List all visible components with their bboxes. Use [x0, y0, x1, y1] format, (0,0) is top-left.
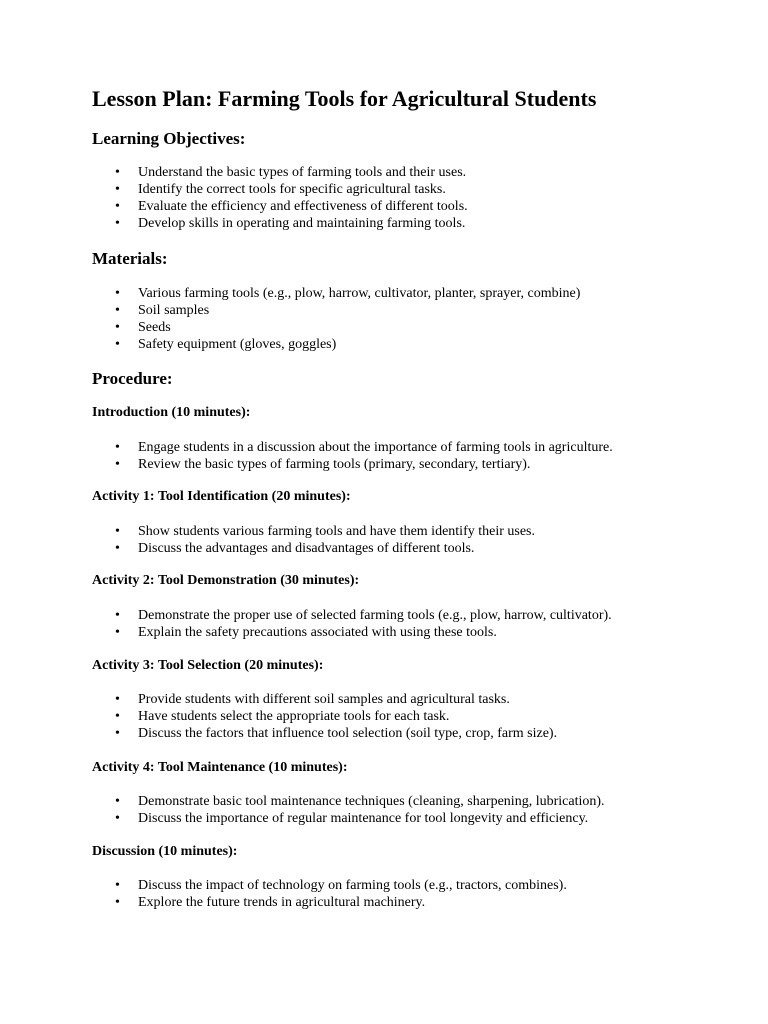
list-item	[92, 439, 732, 456]
activity-2-list	[92, 607, 732, 641]
activity-1-list	[92, 523, 732, 557]
list-item-text: Identify the correct tools for specific agricultural tasks.	[138, 182, 446, 197]
activity-3-heading: Activity 3: Tool Selection (20 minutes):	[92, 658, 324, 673]
page-title: Lesson Plan: Farming Tools for Agricultural Students	[92, 86, 597, 111]
introduction-heading-block	[92, 404, 732, 422]
list-item	[92, 215, 732, 232]
list-item-text: Develop skills in operating and maintaining farming tools.	[138, 216, 466, 231]
bullet-icon: •	[115, 320, 120, 335]
list-item-text: Discuss the impact of technology on farming tools (e.g., tractors, combines).	[138, 878, 567, 893]
bullet-icon: •	[115, 165, 120, 180]
list-item-text: Discuss the advantages and disadvantages of different tools.	[138, 541, 475, 556]
list-item	[92, 456, 732, 473]
list-item	[92, 793, 732, 810]
list-item-text: Soil samples	[138, 303, 210, 318]
list-item-text: Engage students in a discussion about the importance of farming tools in agriculture.	[138, 440, 613, 455]
bullet-icon: •	[115, 337, 120, 352]
list-item-text: Have students select the appropriate tools for each task.	[138, 709, 450, 724]
procedure-heading-block	[92, 368, 732, 390]
list-item-text: Show students various farming tools and have them identify their uses.	[138, 524, 535, 539]
list-item-text: Explore the future trends in agricultural machinery.	[138, 895, 426, 910]
introduction-heading: Introduction (10 minutes):	[92, 405, 251, 420]
list-item	[92, 198, 732, 215]
activity-1-heading: Activity 1: Tool Identification (20 minutes):	[92, 489, 351, 504]
list-item	[92, 708, 732, 725]
list-item	[92, 894, 732, 911]
discussion-list	[92, 877, 732, 911]
list-item-text: Demonstrate the proper use of selected farming tools (e.g., plow, harrow, cultivator).	[138, 608, 612, 623]
bullet-icon: •	[115, 811, 120, 826]
activity-3-list	[92, 691, 732, 742]
bullet-icon: •	[115, 303, 120, 318]
bullet-icon: •	[115, 709, 120, 724]
activity-4-heading: Activity 4: Tool Maintenance (10 minutes):	[92, 760, 348, 775]
list-item	[92, 181, 732, 198]
bullet-icon: •	[115, 878, 120, 893]
list-item	[92, 336, 732, 353]
bullet-icon: •	[115, 199, 120, 214]
bullet-icon: •	[115, 794, 120, 809]
list-item	[92, 523, 732, 540]
bullet-icon: •	[115, 286, 120, 301]
list-item-text: Review the basic types of farming tools (primary, secondary, tertiary).	[138, 457, 531, 472]
list-item-text: Understand the basic types of farming tools and their uses.	[138, 165, 467, 180]
discussion-heading: Discussion (10 minutes):	[92, 844, 238, 859]
bullet-icon: •	[115, 895, 120, 910]
list-item-text: Explain the safety precautions associated with using these tools.	[138, 625, 497, 640]
list-item	[92, 540, 732, 557]
bullet-icon: •	[115, 625, 120, 640]
list-item	[92, 691, 732, 708]
bullet-icon: •	[115, 608, 120, 623]
bullet-icon: •	[115, 182, 120, 197]
materials-list	[92, 285, 732, 353]
list-item	[92, 164, 732, 181]
learning-objectives-list	[92, 164, 732, 232]
list-item	[92, 624, 732, 641]
activity-2-heading: Activity 2: Tool Demonstration (30 minutes):	[92, 573, 360, 588]
bullet-icon: •	[115, 457, 120, 472]
activity-3-heading-block	[92, 657, 732, 675]
list-item-text: Demonstrate basic tool maintenance techniques (cleaning, sharpening, lubrication).	[138, 794, 605, 809]
list-item	[92, 319, 732, 336]
list-item-text: Safety equipment (gloves, goggles)	[138, 337, 337, 352]
activity-4-list	[92, 793, 732, 827]
list-item-text: Provide students with different soil samples and agricultural tasks.	[138, 692, 510, 707]
list-item	[92, 725, 732, 742]
activity-2-heading-block	[92, 572, 732, 590]
list-item-text: Various farming tools (e.g., plow, harrow, cultivator, planter, sprayer, combine)	[138, 286, 581, 301]
bullet-icon: •	[115, 541, 120, 556]
procedure-heading: Procedure:	[92, 369, 173, 388]
discussion-heading-block	[92, 843, 732, 861]
bullet-icon: •	[115, 216, 120, 231]
activity-1-heading-block	[92, 488, 732, 506]
list-item-text: Discuss the factors that influence tool selection (soil type, crop, farm size).	[138, 726, 558, 741]
list-item	[92, 607, 732, 624]
list-item-text: Evaluate the efficiency and effectiveness of different tools.	[138, 199, 468, 214]
list-item	[92, 285, 732, 302]
materials-heading: Materials:	[92, 249, 168, 268]
learning-objectives-heading: Learning Objectives:	[92, 129, 246, 148]
materials-heading-block	[92, 248, 732, 270]
introduction-list	[92, 439, 732, 473]
learning-objectives-heading-block	[92, 128, 732, 150]
list-item	[92, 302, 732, 319]
list-item-text: Seeds	[138, 320, 171, 335]
bullet-icon: •	[115, 524, 120, 539]
bullet-icon: •	[115, 726, 120, 741]
list-item	[92, 877, 732, 894]
bullet-icon: •	[115, 692, 120, 707]
list-item	[92, 810, 732, 827]
list-item-text: Discuss the importance of regular maintenance for tool longevity and efficiency.	[138, 811, 589, 826]
bullet-icon: •	[115, 440, 120, 455]
activity-4-heading-block	[92, 759, 732, 777]
